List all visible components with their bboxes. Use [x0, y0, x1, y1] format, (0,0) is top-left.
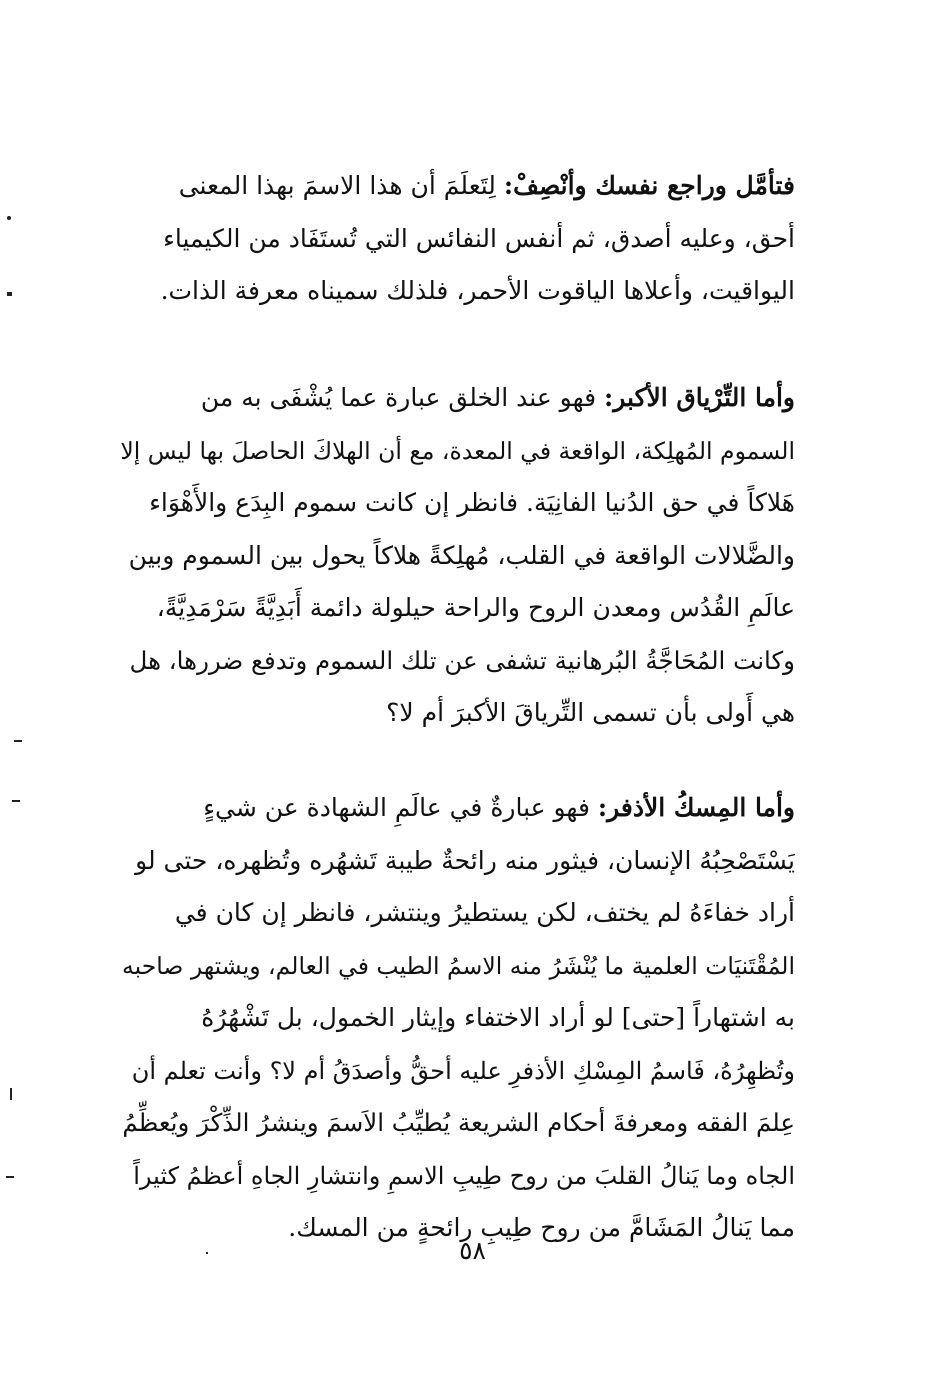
line-text: مما يَنالُ المَشَامَّ من روح طِيبِ رائحةٍ من المسك. — [288, 1213, 795, 1242]
scan-speck — [7, 292, 12, 296]
line-text: هَلاكاً في حق الدُنيا الفانِيَة. فانظر إن كانت سموم البِدَع والأَهْوَاء — [149, 488, 795, 517]
line-text: المُقْتَنيَات العلمية ما يُنْشَرُ منه الاسمُ الطيب في العالم، ويشتهر صاحبه — [122, 951, 795, 980]
scan-speck — [10, 1088, 12, 1100]
paragraph-line — [120, 425, 795, 478]
scan-speck — [206, 1252, 208, 1254]
line-text: فهو عبارةٌ في عالَمِ الشهادة عن شيءٍ — [203, 793, 598, 822]
paragraph-line — [120, 265, 795, 318]
paragraph-line — [120, 940, 795, 993]
paragraph-heading: وأما التِّرْياق الأكبر: — [604, 383, 795, 412]
scan-speck — [14, 740, 22, 742]
line-text: عِلمَ الفقه ومعرفةَ أحكام الشريعة يُطيِّبُ الاَسمَ وينشرُ الذِّكْرَ ويُعظِّمُ — [122, 1108, 795, 1137]
scan-speck — [12, 800, 20, 802]
line-text: به اشتهاراً [حتى] لو أراد الاختفاء وإيثار الخمول، بل تَشْهُرُهُ — [201, 1003, 795, 1032]
paragraph-line — [120, 635, 795, 688]
line-text: عالَمِ القُدُس ومعدن الروح والراحة حيلولة دائمة أَبَدِيَّةً سَرْمَدِيَّةً، — [156, 593, 795, 622]
paragraph-line — [120, 372, 795, 425]
paragraph-line — [120, 1150, 795, 1203]
line-text: الجاه وما يَنالُ القلبَ من روح طِيبِ الاسمِ وانتشارِ الجاهِ أعظمُ كثيراً — [133, 1161, 795, 1190]
paragraph-line — [120, 1045, 795, 1098]
paragraph-line — [120, 582, 795, 635]
paragraph-line — [120, 992, 795, 1045]
paragraph-fragrant-musk — [120, 782, 795, 1255]
paragraph-line — [120, 782, 795, 835]
line-text: والضَّلالات الواقعة في القلب، مُهلِكةً هلاكاً يحول بين السموم وبين — [128, 540, 795, 570]
paragraph-line — [120, 1097, 795, 1150]
paragraph-line — [120, 530, 795, 583]
paragraph-line — [120, 687, 795, 740]
paragraph-line — [120, 160, 795, 213]
scan-speck — [6, 1176, 14, 1178]
scan-speck — [7, 216, 11, 220]
line-text: هي أَولى بأن تسمى التِّرياقَ الأكبرَ أم لا؟ — [386, 698, 795, 727]
line-text: أراد خفاءَهُ لم يختف، لكن يستطيرُ وينتشر، فانظر إن كان في — [174, 898, 795, 927]
paragraph-great-theriac — [120, 372, 795, 740]
line-text: لِتَعلَمَ أن هذا الاسمَ بهذا المعنى — [178, 171, 504, 200]
line-text: يَسْتَصْحِبُهُ الإنسان، فيثور منه رائحةٌ طيبة تَشهُره وتُظهره، حتى لو — [135, 845, 795, 875]
paragraph-line — [120, 477, 795, 530]
paragraph-line — [120, 887, 795, 940]
line-text: أحق، وعليه أصدق، ثم أنفس النفائس التي تُستَفَاد من الكيمياء — [163, 223, 795, 253]
page-number: ٥٨ — [459, 1236, 486, 1265]
paragraph-heading: فتأمَّل وراجع نفسك وأنْصِفْ: — [503, 171, 795, 200]
line-text: السموم المُهلِكة، الواقعة في المعدة، مع أن الهلاكَ الحاصلَ بها ليس إلا — [120, 436, 795, 465]
paragraph-heading: وأما المِسكُ الأذفر: — [597, 793, 795, 822]
paragraph-line — [120, 213, 795, 266]
paragraph-red-sulphur-conclusion — [120, 160, 795, 318]
line-text: وكانت المُحَاجَّةُ البُرهانية تشفى عن تلك السموم وتدفع ضررها، هل — [129, 645, 795, 675]
line-text: وتُظهِرُهُ، فَاسمُ المِسْكِ الأذفرِ عليه أحقُّ وأصدَقُ أم لا؟ وأنت تعلم أن — [131, 1056, 795, 1085]
paragraph-line — [120, 835, 795, 888]
line-text: فهو عند الخلق عبارة عما يُشْفَى به من — [200, 383, 605, 412]
line-text: اليواقيت، وأعلاها الياقوت الأحمر، فلذلك سميناه معرفة الذات. — [160, 276, 795, 305]
